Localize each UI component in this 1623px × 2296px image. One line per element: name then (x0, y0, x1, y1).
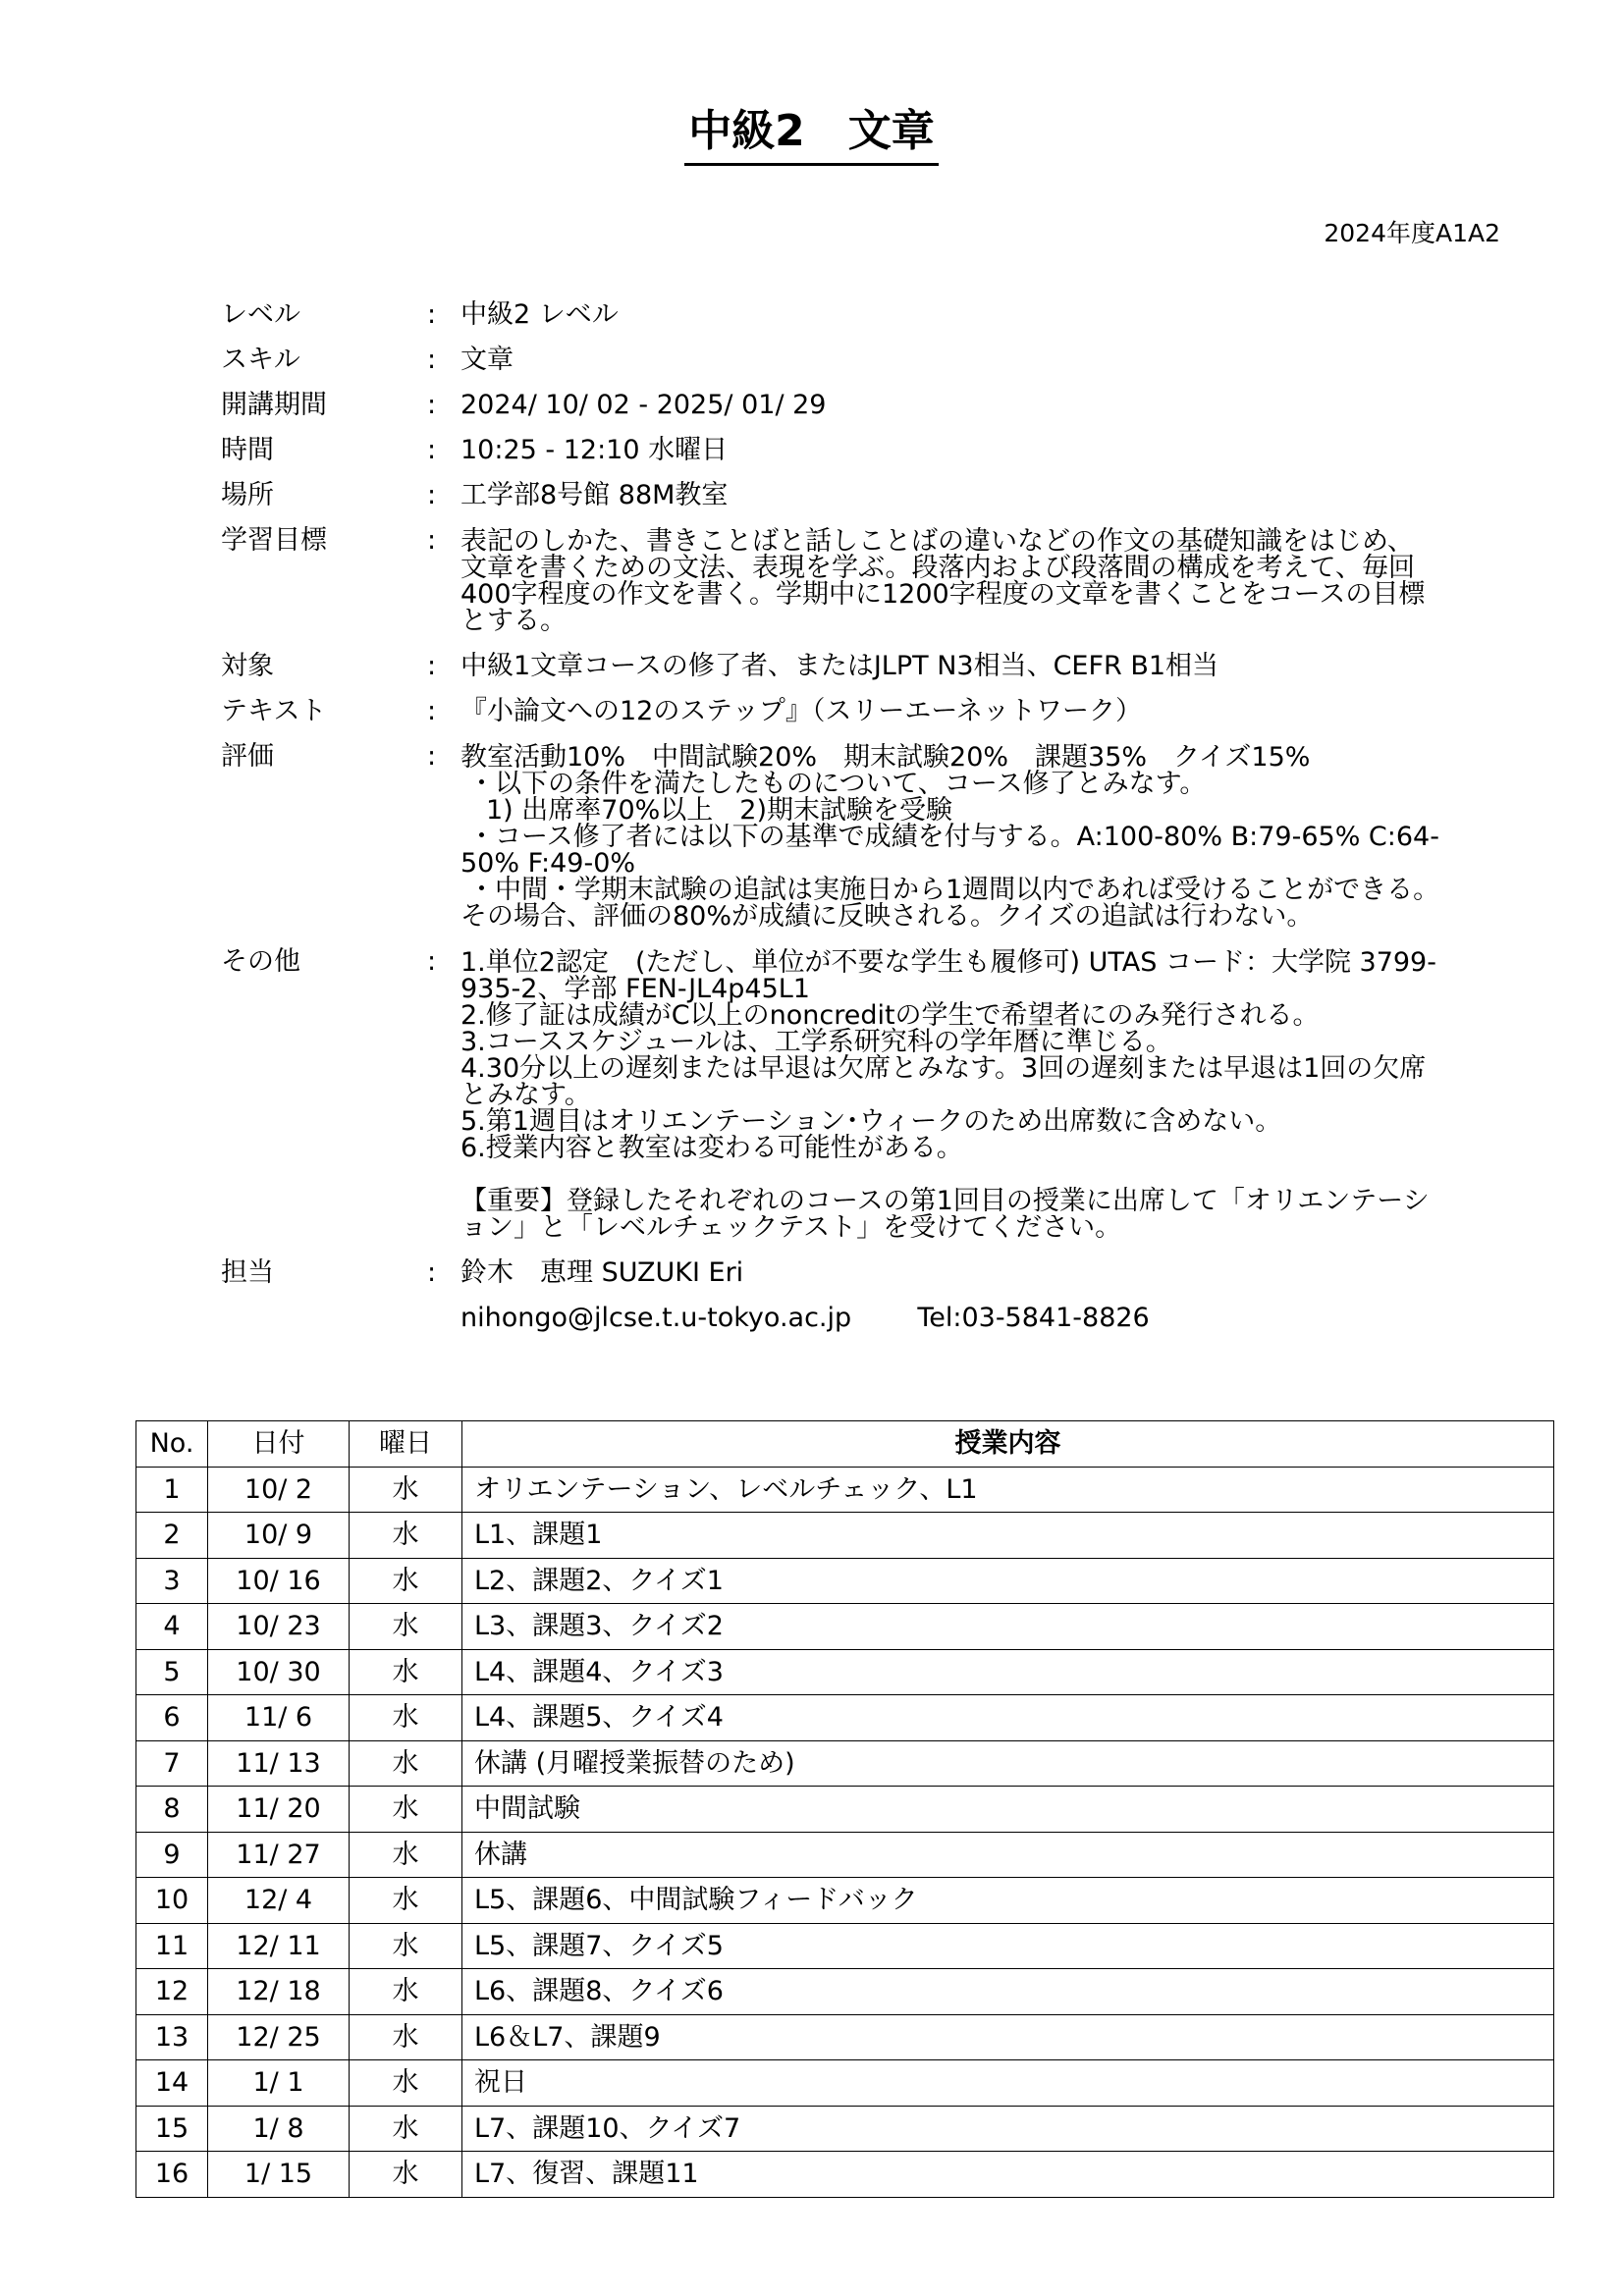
email-link[interactable]: nihongo@jlcse.t.u-tokyo.ac.jp (460, 1303, 852, 1333)
table-row (136, 1832, 1554, 1878)
table-row (136, 2106, 1554, 2152)
eval-line: ・以下の条件を満たしたものについて、コース修了とみなす。 (468, 769, 1207, 799)
goal-line: 表記のしかた、書きことばと話しことばの違いなどの作文の基礎知識をはじめ、 (460, 526, 1414, 557)
row-day: 水 (350, 1695, 462, 1741)
row-content: L4、課題5、クイズ4 (462, 1695, 1554, 1741)
other-line: とみなす。 (460, 1080, 591, 1110)
row-content: L5、課題6、中間試験フィードバック (462, 1878, 1554, 1924)
info-row-place (221, 473, 1488, 518)
row-no: 5 (136, 1649, 208, 1695)
info-row-eval (221, 734, 1488, 939)
info-label-empty (221, 1296, 427, 1341)
row-date: 12/ 18 (208, 1969, 350, 2015)
page-title-text: 中級2 文章 (684, 103, 939, 166)
row-day: 水 (350, 1604, 462, 1650)
row-content: L6、課題8、クイズ6 (462, 1969, 1554, 2015)
colon: : (427, 299, 437, 330)
row-no: 14 (136, 2060, 208, 2107)
row-content: 祝日 (462, 2060, 1554, 2107)
row-content: L6＆L7、課題9 (462, 2014, 1554, 2060)
other-line: 6.授業内容と教室は変わる可能性がある。 (460, 1133, 963, 1163)
table-row (136, 1558, 1554, 1604)
eval-line: 教室活動10% 中間試験20% 期末試験20% 課題35% クイズ15% (460, 742, 1311, 773)
info-label: 評価 (221, 741, 274, 772)
table-row (136, 1649, 1554, 1695)
colon: : (427, 480, 437, 510)
info-value: 中級1文章コースの修了者、またはJLPT N3相当、CEFR B1相当 (460, 651, 1219, 681)
row-date: 1/ 1 (208, 2060, 350, 2107)
row-date: 11/ 6 (208, 1695, 350, 1741)
header-day: 曜日 (350, 1421, 462, 1468)
info-label: 時間 (221, 435, 274, 465)
row-content: L4、課題4、クイズ3 (462, 1649, 1554, 1695)
table-row (136, 1969, 1554, 2015)
other-line: 3.コーススケジュールは、工学系研究科の学年暦に準じる。 (460, 1027, 1172, 1057)
info-value: 鈴木 恵理 SUZUKI Eri (460, 1257, 744, 1288)
schedule-table (135, 1420, 1554, 2198)
info-row-target (221, 644, 1488, 689)
row-day: 水 (350, 2060, 462, 2107)
row-content: L1、課題1 (462, 1513, 1554, 1559)
row-no: 1 (136, 1467, 208, 1513)
row-date: 11/ 20 (208, 1787, 350, 1833)
info-value: 中級2 レベル (460, 299, 619, 330)
colon: : (427, 345, 437, 375)
table-row (136, 1513, 1554, 1559)
row-date: 12/ 11 (208, 1923, 350, 1969)
row-no: 2 (136, 1513, 208, 1559)
info-label: その他 (221, 946, 300, 977)
info-row-other (221, 939, 1488, 1251)
page-title (0, 103, 1623, 166)
table-row (136, 1787, 1554, 1833)
table-row (136, 2152, 1554, 2198)
table-row (136, 1604, 1554, 1650)
info-label: 開講期間 (221, 390, 327, 420)
info-value: 工学部8号館 88M教室 (460, 480, 729, 510)
row-no: 4 (136, 1604, 208, 1650)
other-line: 1.単位2認定 (ただし、単位が不要な学生も履修可) UTAS コード：大学院 3799- (460, 947, 1436, 978)
eval-line: その場合、評価の80%が成績に反映される。クイズの追試は行わない。 (460, 901, 1314, 932)
header-date: 日付 (208, 1421, 350, 1468)
info-row-period (221, 383, 1488, 428)
row-day: 水 (350, 1513, 462, 1559)
colon: : (427, 651, 437, 681)
row-no: 15 (136, 2106, 208, 2152)
row-day: 水 (350, 1969, 462, 2015)
row-day: 水 (350, 1787, 462, 1833)
row-day: 水 (350, 2152, 462, 2198)
info-label: 場所 (221, 480, 274, 510)
row-day: 水 (350, 1649, 462, 1695)
row-no: 8 (136, 1787, 208, 1833)
row-date: 10/ 9 (208, 1513, 350, 1559)
table-header-row (136, 1421, 1554, 1468)
row-no: 9 (136, 1832, 208, 1878)
row-date: 10/ 23 (208, 1604, 350, 1650)
info-value (460, 939, 1488, 1251)
term-label: 2024年度A1A2 (1324, 219, 1500, 247)
row-date: 11/ 13 (208, 1740, 350, 1787)
row-no: 16 (136, 2152, 208, 2198)
row-no: 7 (136, 1740, 208, 1787)
goal-line: とする。 (460, 606, 567, 636)
info-row-skill (221, 338, 1488, 383)
row-no: 12 (136, 1969, 208, 2015)
table-row (136, 1878, 1554, 1924)
info-label: レベル (221, 299, 300, 330)
info-value (460, 734, 1488, 939)
row-date: 11/ 27 (208, 1832, 350, 1878)
info-value (460, 518, 1488, 644)
info-value: 10:25 - 12:10 水曜日 (460, 435, 729, 465)
colon: : (427, 390, 437, 420)
colon: : (427, 741, 437, 772)
row-day: 水 (350, 2014, 462, 2060)
eval-line: ・中間・学期末試験の追試は実施日から1週間以内であれば受けることができる。 (468, 875, 1440, 905)
row-no: 3 (136, 1558, 208, 1604)
contact-value (460, 1296, 1488, 1341)
table-row (136, 2060, 1554, 2107)
important-line: ョン」と「レベルチェックテスト」を受けてください。 (460, 1212, 1122, 1243)
info-row-level (221, 293, 1488, 338)
row-content: L2、課題2、クイズ1 (462, 1558, 1554, 1604)
row-content: 休講 (月曜授業振替のため) (462, 1740, 1554, 1787)
colon: : (427, 1257, 437, 1288)
row-day: 水 (350, 1740, 462, 1787)
info-value: 2024/ 10/ 02 - 2025/ 01/ 29 (460, 390, 827, 420)
row-date: 10/ 2 (208, 1467, 350, 1513)
row-no: 10 (136, 1878, 208, 1924)
goal-line: 400字程度の作文を書く。学期中に1200字程度の文章を書くことをコースの目標 (460, 579, 1426, 610)
goal-line: 文章を書くための文法、表現を学ぶ。段落内および段落間の構成を考えて、毎回 (460, 553, 1415, 583)
colon: : (427, 946, 437, 977)
info-row-goal (221, 518, 1488, 644)
row-no: 6 (136, 1695, 208, 1741)
row-day: 水 (350, 1467, 462, 1513)
info-label: スキル (221, 345, 300, 375)
row-content: L7、復習、課題11 (462, 2152, 1554, 2198)
row-content: 中間試験 (462, 1787, 1554, 1833)
colon: : (427, 525, 437, 556)
row-content: 休講 (462, 1832, 1554, 1878)
row-day: 水 (350, 1558, 462, 1604)
row-day: 水 (350, 1923, 462, 1969)
table-row (136, 1923, 1554, 1969)
row-day: 水 (350, 2106, 462, 2152)
eval-line: ・コース修了者には以下の基準で成績を付与する。A:100-80% B:79-65% C:64- (468, 822, 1439, 852)
row-date: 1/ 15 (208, 2152, 350, 2198)
eval-line: 1) 出席率70%以上 2)期末試験を受験 (486, 795, 953, 826)
info-label: 担当 (221, 1257, 274, 1288)
important-line: 【重要】登録したそれぞれのコースの第1回目の授業に出席して「オリエンテーシ (460, 1186, 1430, 1216)
info-value: 文章 (460, 345, 514, 375)
row-date: 10/ 30 (208, 1649, 350, 1695)
info-label: テキスト (221, 696, 327, 726)
colon: : (427, 435, 437, 465)
row-day: 水 (350, 1878, 462, 1924)
table-row (136, 2014, 1554, 2060)
row-content: L3、課題3、クイズ2 (462, 1604, 1554, 1650)
info-value: 『小論文への12のステップ』（スリーエーネットワーク） (460, 696, 1142, 726)
info-label: 対象 (221, 651, 274, 681)
table-row (136, 1467, 1554, 1513)
colon: : (427, 696, 437, 726)
table-row (136, 1740, 1554, 1787)
tel-text: Tel:03-5841-8826 (917, 1303, 1150, 1333)
info-label: 学習目標 (221, 525, 327, 556)
spacer (460, 1161, 1488, 1188)
row-no: 13 (136, 2014, 208, 2060)
info-row-teacher (221, 1251, 1488, 1296)
table-row (136, 1695, 1554, 1741)
eval-line: 50% F:49-0% (460, 848, 636, 879)
schedule-body (136, 1467, 1554, 2197)
row-date: 12/ 25 (208, 2014, 350, 2060)
row-content: L5、課題7、クイズ5 (462, 1923, 1554, 1969)
row-no: 11 (136, 1923, 208, 1969)
other-line: 4.30分以上の遅刻または早退は欠席とみなす。3回の遅刻または早退は1回の欠席 (460, 1053, 1427, 1084)
header-no: No. (136, 1421, 208, 1468)
other-line: 2.修了証は成績がC以上のnoncreditの学生で希望者にのみ発行される。 (460, 1000, 1320, 1031)
info-row-contact (221, 1296, 1488, 1341)
info-row-time (221, 428, 1488, 473)
colon-empty (427, 1296, 460, 1341)
row-content: オリエンテーション、レベルチェック、L1 (462, 1467, 1554, 1513)
other-line: 5.第1週目はオリエンテーション･ウィークのため出席数に含めない。 (460, 1106, 1282, 1137)
header-content: 授業内容 (462, 1421, 1554, 1468)
row-date: 12/ 4 (208, 1878, 350, 1924)
course-info (221, 293, 1488, 1341)
row-day: 水 (350, 1832, 462, 1878)
row-content: L7、課題10、クイズ7 (462, 2106, 1554, 2152)
info-row-text (221, 689, 1488, 734)
other-line: 935-2、学部 FEN-JL4p45L1 (460, 974, 810, 1004)
row-date: 1/ 8 (208, 2106, 350, 2152)
row-date: 10/ 16 (208, 1558, 350, 1604)
